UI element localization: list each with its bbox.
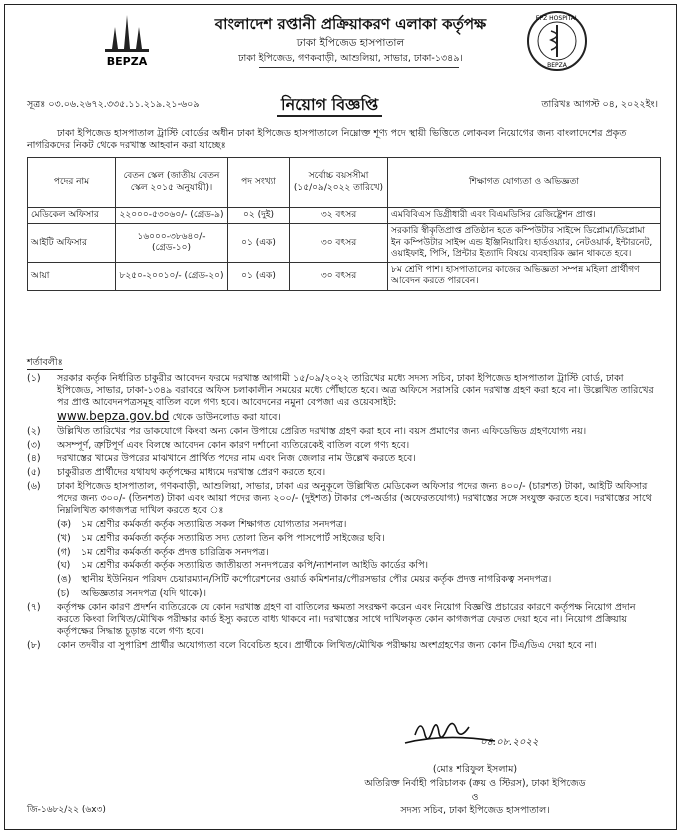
table-row bbox=[28, 208, 661, 224]
post-name: আইটি অফিসার bbox=[28, 224, 116, 263]
term-text: অসম্পূর্ণ, ত্রুটিপূর্ণ এবং বিলম্বে আবেদন কোন কারণ দর্শানো ব্যতিরেকেই বাতিল বলে গণ্য হবে। bbox=[57, 439, 410, 451]
term-item bbox=[27, 467, 658, 479]
term-item bbox=[27, 481, 658, 517]
pay-scale: ১৬০০০-৩৮৬৪০/- (গ্রেড-১০) bbox=[116, 224, 228, 263]
document-item: (ক) ১ম শ্রেণীর কর্মকর্তা কর্তৃক সত্যায়িত সকল শিক্ষাগত যোগ্যতার সনদপত্র। bbox=[57, 518, 347, 530]
pay-scale: ২২০০০-৫৩০৬০/- (গ্রেড-৯) bbox=[116, 208, 228, 224]
website-link[interactable]: www.bepza.gov.bd bbox=[57, 408, 170, 423]
age-limit: ৩২ বৎসর bbox=[290, 208, 388, 224]
qualification: সরকারি স্বীকৃতিপ্রাপ্ত প্রতিষ্ঠান হতে কম্পিউটার সাইন্সে ডিপ্লোমা/ডিপ্লোমা ইন কম্পিউটার সাইন্স এন্ড ইঞ্জিনিয়ারিং। হার্ডওয়্যার, নেটওয়ার্ক, ইন্টারনেট, ওয়াইফাই, পিসি, প্রিন্টার ইত্যাদি বিষয়ে ব্যবহারিক জ্ঞান থাকতে হবে। bbox=[388, 224, 661, 263]
svg-text:BEPZA: BEPZA bbox=[547, 62, 567, 69]
term-item bbox=[27, 426, 658, 438]
terms-heading: শর্তাবলীঃ bbox=[27, 357, 63, 368]
address: ঢাকা ইপিজেড, গণকবাড়ী, আশুলিয়া, সাভার, ঢাকা-১৩৪৯। bbox=[238, 53, 463, 64]
term-item bbox=[27, 373, 658, 424]
document-item: (ঘ) ১ম শ্রেণীর কর্মকর্তা কর্তৃক সত্যায়িত জাতীয়তা সনদপত্রের কপি/ন্যাশনাল আইডি কার্ডের কপি। bbox=[57, 560, 428, 572]
table-header-row bbox=[28, 158, 661, 208]
notice-date: তারিখঃ আগস্ট ০৪, ২০২২ইং। bbox=[541, 99, 658, 110]
col-qualification: শিক্ষাগত যোগ্যতা ও অভিজ্ঞতা bbox=[388, 158, 661, 208]
term-text: সরকার কর্তৃক নির্ধারিত চাকুরীর আবেদন ফরমে দরখাস্ত আগামী ১৫/০৯/২০২২ তারিখের মধ্যে সদস্য সচিব, ঢাকা ইপিজেড হাসপাতাল ট্রাস্টি বোর্ড, ঢাকা ইপিজেড, সাভার, ঢাকা-১৩৪৯ বরাবরে অফিস চলাকালীন সময়ের মধ্যে পৌঁছাতে হবে। অত্র অফিসে সরাসরি কোন দরখাস্ত গ্রহণ করা হবে না। উল্লেখিত তারিখের পর প্রাপ্ত আবেদনপত্রসমূহ বাতিল বলে গণ্য হবে। আবেদনের নমুনা বেপজা এর ওয়েবসাইট: www.bepza.gov.bd থেকে ডাউনলোড করা যাবে। bbox=[57, 373, 654, 423]
handwritten-signature bbox=[385, 705, 555, 761]
document-item: (গ) ১ম শ্রেণীর কর্মকর্তা কর্তৃক প্রদত্ত চারিত্রিক সনদপত্র। bbox=[57, 546, 269, 558]
term-number: (৭) bbox=[27, 602, 41, 613]
notice-title: নিয়োগ বিজ্ঞপ্তি bbox=[277, 95, 382, 117]
post-count: ০২ (দুই) bbox=[228, 208, 290, 224]
age-limit: ৩০ বৎসর bbox=[290, 263, 388, 291]
vacancy-table bbox=[27, 157, 661, 291]
hospital-seal-logo bbox=[525, 9, 589, 73]
signatory-block bbox=[295, 763, 655, 818]
col-post: পদের নাম bbox=[28, 158, 116, 208]
header bbox=[5, 9, 676, 91]
col-scale: বেতন স্কেল (জাতীয় বেতন স্কেল ২০১৫ অনুযায়ী)। bbox=[116, 158, 228, 208]
post-name: মেডিকেল অফিসার bbox=[28, 208, 116, 224]
term-number: (৫) bbox=[27, 467, 41, 479]
term-text: কোন তদবীর বা সুপারিশ প্রার্থীর অযোগ্যতা বলে বিবেচিত হবে। প্রার্থীকে লিখিত/মৌখিক পরীক্ষায় অংশগ্রহণের জন্য কোন টিএ/ডিএ দেয়া হবে না। bbox=[57, 639, 597, 651]
col-count: পদ সংখ্যা bbox=[228, 158, 290, 208]
post-count: ০১ (এক) bbox=[228, 263, 290, 291]
term-text: চাকুরীরত প্রার্থীদের যথাযথ কর্তৃপক্ষের মাধ্যমে দরখাস্ত প্রেরণ করতে হবে। bbox=[57, 467, 326, 479]
table-row bbox=[28, 224, 661, 263]
signatory-name: (মোঃ শরিফুল ইসলাম) bbox=[432, 764, 518, 775]
term-item bbox=[27, 440, 658, 452]
term-text: দরখাস্তের খামের উপরের মাঝখানে প্রার্থিত পদের নাম এবং নিজ জেলার নাম উল্লেখ করতে হবে। bbox=[57, 453, 416, 465]
intro-paragraph: ঢাকা ইপিজেড হাসপাতাল ট্রাস্টি বোর্ডের অধীন ঢাকা ইপিজেড হাসপাতালে নিম্নোক্ত শূণ্য পদে স্থায়ী ভিত্তিতে লোকবল নিয়োগের জন্য বাংলাদেশের প্রকৃত নাগরিকদের নিকট থেকে দরখাস্ত আহবান করা যাচ্ছেঃ bbox=[27, 128, 627, 151]
table-row bbox=[28, 263, 661, 291]
svg-text:EPZ HOSPITAL: EPZ HOSPITAL bbox=[535, 15, 579, 22]
terms-list bbox=[27, 373, 658, 654]
term-item bbox=[27, 640, 658, 652]
term-text: ঢাকা ইপিজেড হাসপাতাল, গণকবাড়ী, আশুলিয়া, সাভার, ঢাকা এর অনুকূলে উল্লিখিত মেডিকেল অফিসার পদের জন্য ৪০০/- (চারশত) টাকা, আইটি অফিসার পদের জন্য ৩০০/- (তিনশত) টাকা এবং আয়া পদের জন্য ২০০/- (দুইশত) টাকার পে-অর্ডার (অফেরতযোগ্য) দরখাস্তের সঙ্গে সংযুক্ত করতে হবে। দরখাস্তের সাথে নিম্নলিখিত কাগজপত্র দাখিল করতে হবে ঃ bbox=[57, 481, 652, 516]
age-limit: ৩০ বৎসর bbox=[290, 224, 388, 263]
hospital-name: ঢাকা ইপিজেড হাসপাতাল bbox=[296, 37, 405, 49]
term-item bbox=[27, 602, 658, 638]
term-number: (১) bbox=[27, 373, 41, 384]
document-item: (ঙ) স্থানীয় ইউনিয়ন পরিষদ চেয়ারম্যান/সিটি কর্পোরেশনের ওয়ার্ড কমিশনার/পৌরসভার পৌর মেয়র কর্তৃক প্রদত্ত নাগরিকত্ব সনদপত্র। bbox=[57, 574, 552, 586]
document-item: (খ) ১ম শ্রেণীর কর্মকর্তা কর্তৃক সত্যায়িত সদ্য তোলা তিন কপি পাসপোর্ট সাইজের ছবি। bbox=[57, 532, 385, 544]
term-number: (২) bbox=[27, 425, 41, 437]
qualification: ৮ম শ্রেণি পাশ। হাসপাতালের কাজের অভিজ্ঞতা সম্পন্ন মহিলা প্রার্থীগণ আবেদন করতে পারবেন। bbox=[388, 263, 661, 291]
signatory-and: ও bbox=[471, 791, 479, 803]
term-number: (৪) bbox=[27, 453, 41, 465]
term-number: (৩) bbox=[27, 439, 41, 451]
term-item bbox=[27, 453, 658, 465]
col-age: সর্বোচ্চ বয়সসীমা (১৫/০৯/২০২২ তারিখে) bbox=[290, 158, 388, 208]
org-name: বাংলাদেশ রপ্তানী প্রক্রিয়াকরণ এলাকা কর্তৃপক্ষ bbox=[214, 15, 487, 33]
memo-number: সূত্রঃ ০৩.০৬.২৬৭২.৩৩৫.১১.২১৯.২১-৬০৯ bbox=[27, 99, 200, 110]
signature-date: ০৪.০৮.২০২২ bbox=[480, 737, 539, 748]
document-item: (চ) অভিজ্ঞতার সনদপত্র (যদি থাকে)। bbox=[57, 588, 207, 600]
svg-text:BEPZA: BEPZA bbox=[106, 55, 148, 68]
term-number: (৬) bbox=[27, 481, 41, 493]
post-name: আয়া bbox=[28, 263, 116, 291]
notice-page bbox=[4, 4, 677, 830]
post-count: ০১ (এক) bbox=[228, 224, 290, 263]
address-underline bbox=[259, 67, 459, 68]
term-text: উল্লিখিত তারিখের পর ডাকযোগে কিংবা অন্য কোন উপায়ে প্রেরিত দরখাস্ত গ্রহণ করা হবে না। বয়স প্রমাণের জন্য এফিডেভিড গ্রহণযোগ্য নয়। bbox=[57, 425, 587, 437]
footer-code: জি-১৬৮২/২২ (৬x৩) bbox=[27, 805, 106, 815]
qualification: এমবিবিএস ডিগ্রীধারী এবং বিএমডিসির রেজিষ্ট্রেশন প্রাপ্ত। bbox=[388, 208, 661, 224]
signatory-role: সদস্য সচিব, ঢাকা ইপিজেড হাসপাতাল। bbox=[400, 805, 550, 817]
term-number: (৮) bbox=[27, 639, 41, 651]
term-text: কর্তৃপক্ষ কোন কারণ প্রদর্শন ব্যতিরেকে যে কোন দরখাস্ত গ্রহণ বা বাতিলের ক্ষমতা সংরক্ষণ করেন এবং নিয়োগ বিজ্ঞপ্তি প্রচারের কারণে কর্তৃপক্ষ নিয়োগ প্রদান করতে কিংবা লিখিত/মৌখিক পরীক্ষার কার্ড ইস্যু করতে বাধ্য থাকবে না। দরখাস্তের সাথে দাখিলকৃত কোন কাগজপত্র ফেরত দেয়া হবে না। নিয়োগ প্রক্রিয়ায় কর্তৃপক্ষের সিদ্ধান্ত চূড়ান্ত বলে গণ্য হবে। bbox=[57, 602, 636, 637]
signatory-designation: অতিরিক্ত নির্বাহী পরিচালক (ক্রয় ও স্টিরস), ঢাকা ইপিজেড bbox=[364, 777, 586, 789]
pay-scale: ৮২৫০-২০০১০/- (গ্রেড-২০) bbox=[116, 263, 228, 291]
bepza-logo bbox=[97, 9, 157, 71]
